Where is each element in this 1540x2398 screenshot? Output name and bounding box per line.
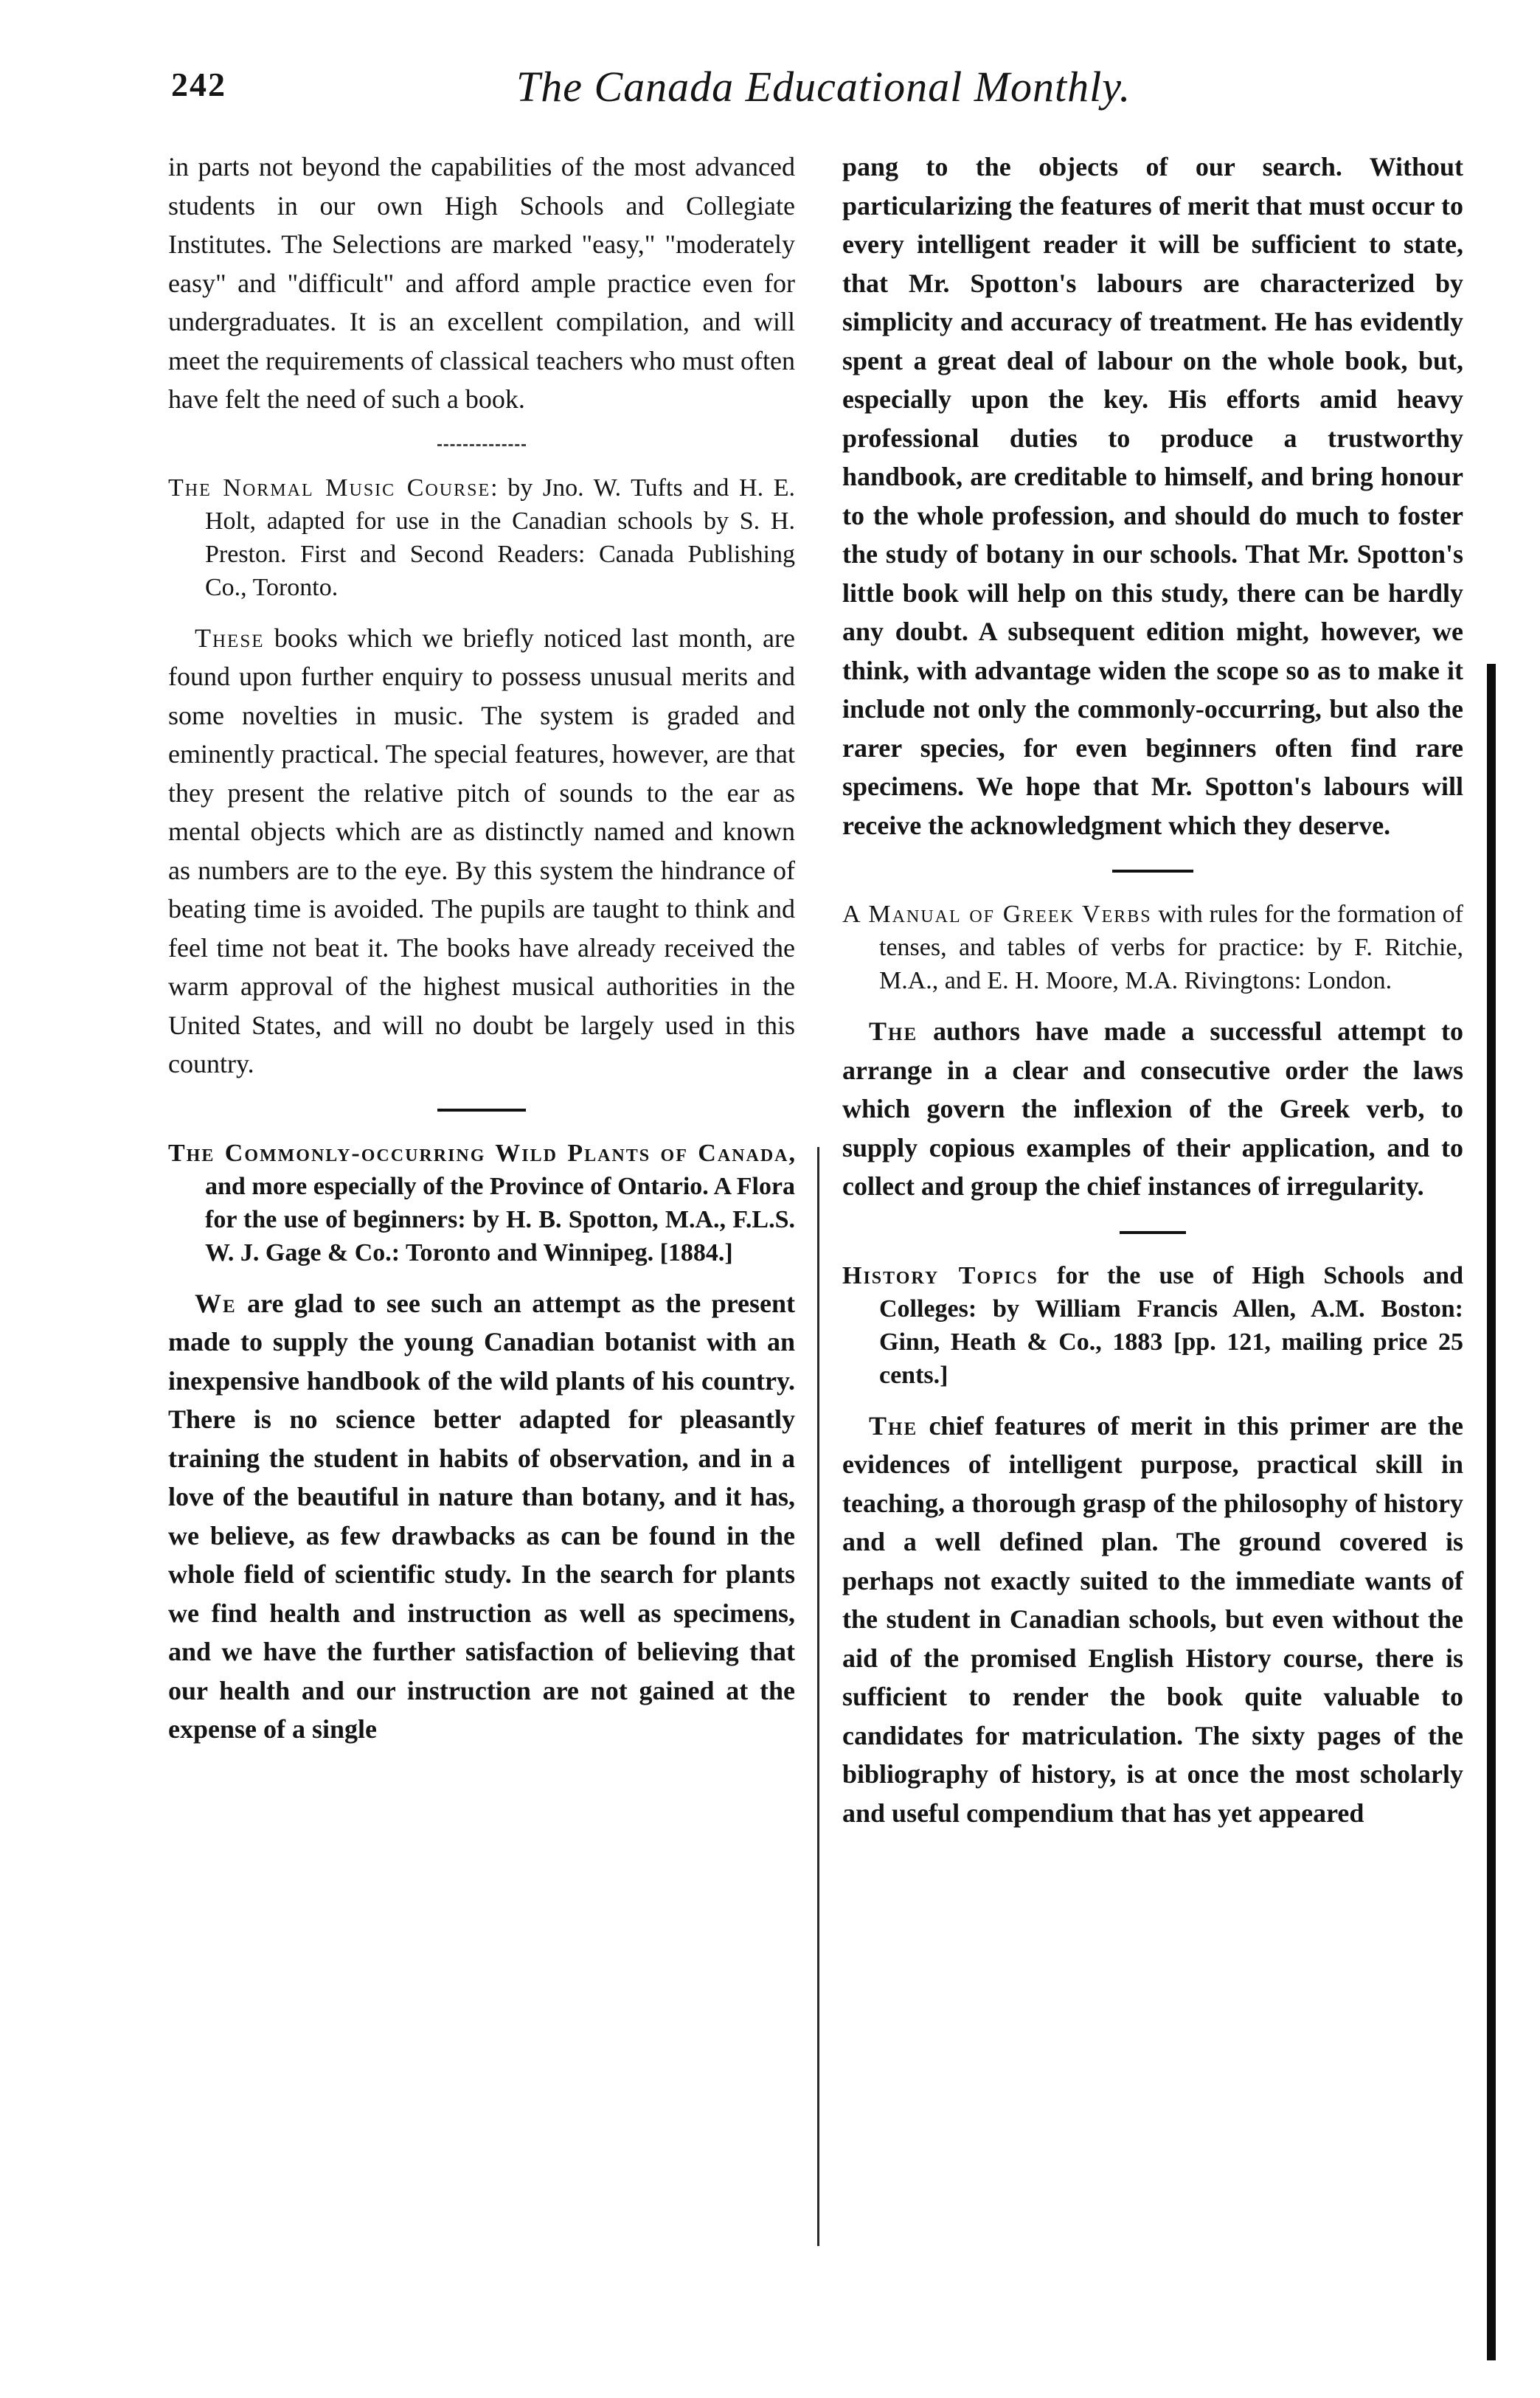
review-lead-word: The: [869, 1410, 918, 1441]
review-text: books which we briefly noticed last month, are found upon further enquiry to possess unusual merits and some novelties in music. The system is graded and eminently practical. The special features, however, are that they present the relative pitch of sounds to the ear as mental objects which are as distinctly named and known as numbers are to the eye. By this system the hindrance of beating time is avoided. The pupils are taught to think and feel time not beat it. The books have already received the warm approval of the highest musical authorities in the United States, and will no doubt be largely used in this country.: [168, 623, 795, 1078]
review-heading-normal-music: [168, 471, 795, 604]
review-title: The Commonly-occurring Wild Plants of Canada: [168, 1139, 789, 1167]
right-column: [842, 148, 1463, 1832]
review-lead-word: The: [869, 1016, 918, 1046]
continued-paragraph: in parts not beyond the capabilities of the most advanced students in our own High Schools and Collegiate Institutes. The Selections are marked "easy," "moderately easy" and "difficult" and afford ample practice even for undergraduates. It is an excellent compilation, and will meet the requirements of classical teachers who must often have felt the need of such a book.: [168, 152, 795, 414]
running-title: The Canada Educational Monthly.: [516, 63, 1131, 111]
review-text: authors have made a successful attempt to arrange in a clear and consecutive order the laws which govern the inflexion of the Greek verb, to supply copious examples of their application, and to collect and group the chief instances of irregularity.: [842, 1016, 1463, 1201]
review-heading-history-topics: [842, 1259, 1463, 1392]
review-body-history-topics: [842, 1407, 1463, 1833]
review-title: History Topics: [842, 1261, 1038, 1289]
review-lead-word: We: [195, 1288, 237, 1318]
review-heading-wild-plants: [168, 1137, 795, 1269]
review-details: : by Jno. W. Tufts and H. E. Holt, adapted for use in the Canadian schools by S. H. Preston. First and Second Readers: Canada Publishing Co., Toronto.: [205, 474, 795, 601]
continued-paragraph: pang to the objects of our search. Without particularizing the features of merit that must occur to every intelligent reader it will be sufficient to state, that Mr. Spotton's labours are characterized by simplicity and accuracy of treatment. He has evidently spent a great deal of labour on the whole book, but, especially upon the key. His efforts amid heavy professional duties to produce a trustworthy handbook, are creditable to himself, and bring honour to the whole profession, and should do much to foster the study of botany in our schools. That Mr. Spotton's little book will help on this study, there can be hardly any doubt. A subsequent edition might, however, we think, with advantage widen the scope so as to make it include not only the commonly-occurring, but also the rarer species, for even beginners often find rare specimens. We hope that Mr. Spotton's labours will receive the acknowledgment which they deserve.: [842, 152, 1463, 840]
page-number: 242: [171, 66, 226, 103]
review-title: A Manual of Greek Verbs: [842, 901, 1152, 928]
review-details: for the use of High Schools and Colleges: by William Francis Allen, A.M. Boston: Ginn, Heath & Co., 1883 [pp. 121, mailing price 25 cents.]: [879, 1261, 1463, 1389]
page-edge-shadow: [1487, 664, 1496, 2360]
left-column: [168, 148, 795, 1749]
review-lead-word: These: [195, 623, 265, 653]
review-body-normal-music: [168, 619, 795, 1084]
review-text: are glad to see such an attempt as the present made to supply the young Canadian botanist with an inexpensive handbook of the wild plants of his country. There is no science better adapted for pleasantly training the student in habits of observation, and in a love of the beautiful in nature than botany, and it has, we believe, as few drawbacks as can be found in the whole field of scientific study. In the search for plants we find health and instruction as well as specimens, and we have the further satisfaction of believing that our health and our instruction are not gained at the expense of a single: [168, 1288, 795, 1744]
review-details: , and more especially of the Province of Ontario. A Flora for the use of beginners: by H. B. Spotton, M.A., F.L.S. W. J. Gage & Co.: Toronto and Winnipeg. [1884.]: [205, 1139, 795, 1266]
review-title: The Normal Music Course: [168, 474, 491, 502]
review-body-wild-plants: [168, 1284, 795, 1749]
review-text: chief features of merit in this primer are the evidences of intelligent purpose, practical skill in teaching, a thorough grasp of the philosophy of history and a well defined plan. The ground covered is perhaps not exactly suited to the immediate wants of the student in Canadian schools, but even without the aid of the promised English History course, there is sufficient to render the book quite valuable to candidates for matriculation. The sixty pages of the bibliography of history, is at once the most scholarly and useful compendium that has yet appeared: [842, 1410, 1463, 1828]
review-details: with rules for the formation of tenses, and tables of verbs for practice: by F. Ritchie, M.A., and E. H. Moore, M.A. Rivingtons: London.: [879, 901, 1463, 994]
review-body-greek-verbs: [842, 1012, 1463, 1206]
column-rule: [817, 1147, 819, 2246]
review-heading-greek-verbs: [842, 898, 1463, 997]
